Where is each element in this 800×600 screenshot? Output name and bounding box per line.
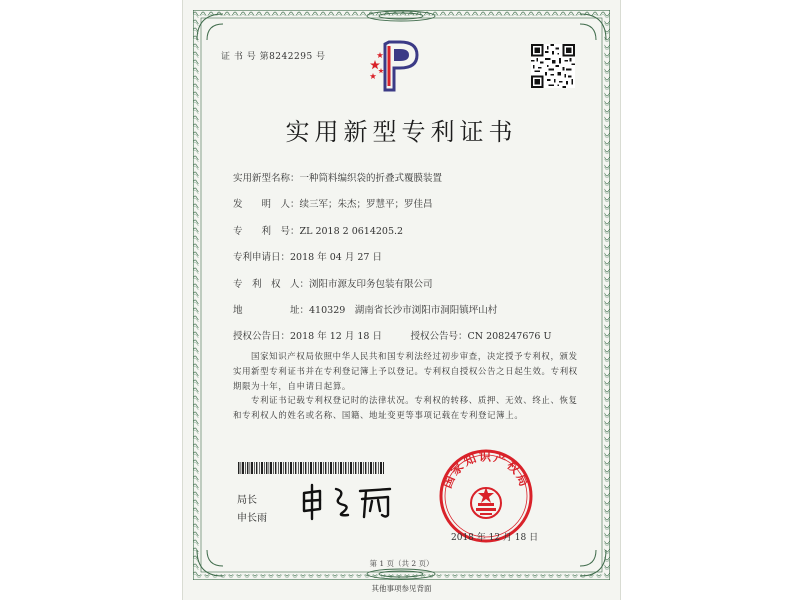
field-value: 浏阳市源友印务包装有限公司	[309, 279, 433, 290]
field-label: 专 利 权 人：	[233, 279, 310, 290]
signatory-title: 局长	[237, 495, 257, 506]
field-label: 专 利 号：	[233, 226, 300, 237]
field-value: 一种筒料编织袋的折叠式覆膜装置	[299, 173, 443, 184]
field-patent-number	[233, 223, 403, 237]
field-value: 410329 湖南省长沙市浏阳市洞阳镇坪山村	[309, 305, 498, 316]
qr-code	[531, 44, 575, 88]
field-application-date	[233, 249, 382, 263]
barcode	[238, 462, 384, 474]
field-value: ZL 2018 2 0614205.2	[299, 226, 404, 237]
grant-statement-paragraph: 国家知识产权局依照中华人民共和国专利法经过初步审查，决定授予专利权，颁发实用新型专利证书并在专利登记簿上予以登记。专利权自授权公告之日起生效。专利权期限为十年，自申请日起算。	[233, 351, 578, 391]
legal-status-paragraph: 专利证书记载专利权登记时的法律状况。专利权的转移、质押、无效、终止、恢复和专利权人的姓名或名称、国籍、地址变更等事项记载在专利登记簿上。	[233, 395, 578, 420]
patent-certificate	[182, 0, 621, 600]
handwritten-signature	[298, 481, 398, 521]
certificate-number: 证 书 号 第8242295 号	[221, 52, 326, 62]
certificate-title: 实用新型专利证书	[285, 118, 518, 146]
field-value: 续三军；朱杰；罗慧平；罗佳昌	[299, 199, 433, 210]
svg-text:国家知识产权局: 国家知识产权局	[439, 449, 533, 491]
field-label: 专利申请日：	[233, 252, 291, 263]
field-patentee	[233, 276, 433, 290]
field-utility-model-name	[233, 170, 442, 184]
field-label: 地 址：	[233, 305, 310, 316]
field-value: 2018 年 12 月 18 日 授权公告号：CN 208247676 U	[290, 331, 552, 342]
field-address	[233, 302, 497, 316]
field-label: 授权公告日：	[233, 331, 291, 342]
seal-date: 2018 年 12 月 18 日	[451, 533, 539, 543]
field-grant-announcement	[233, 328, 552, 342]
field-inventors	[233, 196, 433, 210]
field-value: 2018 年 04 月 27 日	[290, 252, 382, 263]
field-label: 实用新型名称：	[233, 173, 300, 184]
field-label: 发 明 人：	[233, 199, 300, 210]
signatory-name: 申长雨	[237, 513, 267, 524]
back-note: 其他事项参见背面	[371, 584, 432, 593]
page-number: 第 1 页（共 2 页）	[369, 559, 434, 568]
patent-office-logo	[367, 36, 423, 94]
